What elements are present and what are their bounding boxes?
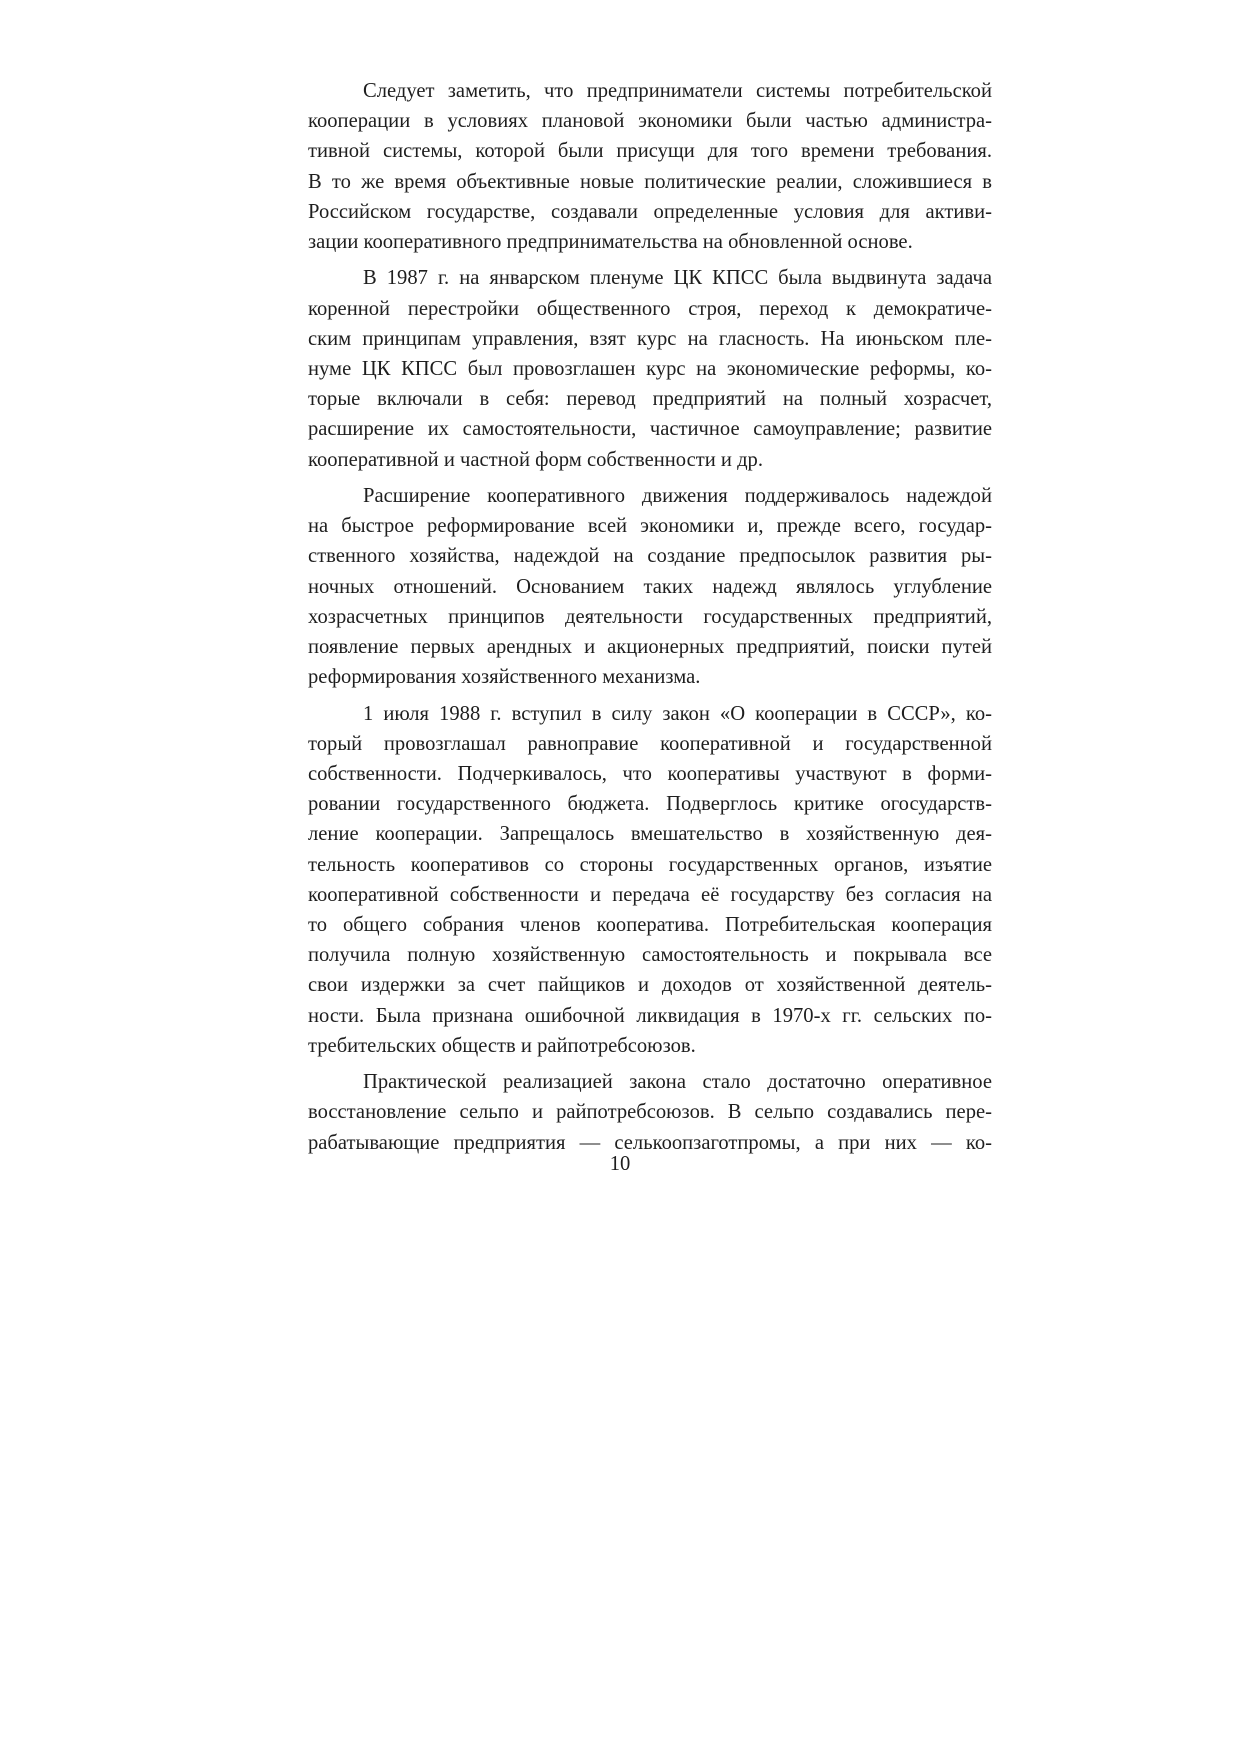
text-line: кооперативной собственности и передача её государству без согласия на	[308, 883, 992, 906]
text-line: хозрасчетных принципов деятельности государственных предприятий,	[308, 605, 992, 628]
text-line: В то же время объективные новые политические реалии, сложившиеся в	[308, 170, 992, 193]
text-line: Российском государстве, создавали определенные условия для активи-	[308, 200, 992, 223]
text-line: на быстрое реформирование всей экономики и, прежде всего, государ-	[308, 515, 992, 538]
text-line: кооперации в условиях плановой экономики были частью администра-	[308, 110, 992, 133]
text-line: рабатывающие предприятия — селькоопзаготпромы, а при них — ко-	[308, 1131, 992, 1154]
text-line: свои издержки за счет пайщиков и доходов от хозяйственной деятель-	[308, 974, 992, 997]
text-line: ровании государственного бюджета. Подверглось критике огосударств-	[308, 793, 992, 816]
text-line: В 1987 г. на январском пленуме ЦК КПСС была выдвинута задача	[363, 267, 992, 290]
text-line: ночных отношений. Основанием таких надежд являлось углубление	[308, 575, 992, 598]
text-line: тивной системы, которой были присущи для того времени требования.	[308, 140, 992, 163]
text-line: ственного хозяйства, надеждой на создание предпосылок развития ры-	[308, 545, 992, 568]
page-body	[308, 76, 992, 1164]
text-line: зации кооперативного предпринимательства на обновленной основе.	[308, 230, 913, 253]
paragraph-1	[308, 76, 992, 257]
text-line: торый провозглашал равноправие кооперативной и государственной	[308, 732, 992, 755]
text-line: реформирования хозяйственного механизма.	[308, 666, 701, 689]
text-line: коренной перестройки общественного строя, переход к демократиче-	[308, 297, 992, 320]
text-line: появление первых арендных и акционерных предприятий, поиски путей	[308, 635, 992, 658]
text-line: Расширение кооперативного движения поддерживалось надеждой	[363, 485, 992, 508]
text-line: ности. Была признана ошибочной ликвидация в 1970-х гг. сельских по-	[308, 1004, 992, 1027]
text-line: расширение их самостоятельности, частичное самоуправление; развитие	[308, 418, 992, 441]
text-line: ление кооперации. Запрещалось вмешательство в хозяйственную дея-	[308, 823, 992, 846]
text-line: тельность кооперативов со стороны государственных органов, изъятие	[308, 853, 992, 876]
text-line: 1 июля 1988 г. вступил в силу закон «О кооперации в СССР», ко-	[363, 702, 992, 725]
text-line: Практической реализацией закона стало достаточно оперативное	[363, 1071, 992, 1094]
paragraph-5	[308, 1067, 992, 1158]
text-line: получила полную хозяйственную самостоятельность и покрывала все	[308, 944, 992, 967]
text-line: торые включали в себя: перевод предприятий на полный хозрасчет,	[308, 388, 992, 411]
paragraph-2	[308, 263, 992, 474]
text-line: ским принципам управления, взят курс на гласность. На июньском пле-	[308, 327, 992, 350]
paragraph-3	[308, 481, 992, 692]
page-number: 10	[609, 1153, 631, 1175]
paragraph-4	[308, 699, 992, 1061]
text-line: требительских обществ и райпотребсоюзов.	[308, 1034, 696, 1057]
text-line: нуме ЦК КПСС был провозглашен курс на экономические реформы, ко-	[308, 357, 992, 380]
text-line: кооперативной и частной форм собственности и др.	[308, 448, 764, 471]
text-line: собственности. Подчеркивалось, что кооперативы участвуют в форми-	[308, 763, 992, 786]
text-line: восстановление сельпо и райпотребсоюзов. В сельпо создавались пере-	[308, 1101, 992, 1124]
text-line: то общего собрания членов кооператива. Потребительская кооперация	[308, 913, 992, 936]
text-line: Следует заметить, что предприниматели системы потребительской	[363, 80, 992, 102]
